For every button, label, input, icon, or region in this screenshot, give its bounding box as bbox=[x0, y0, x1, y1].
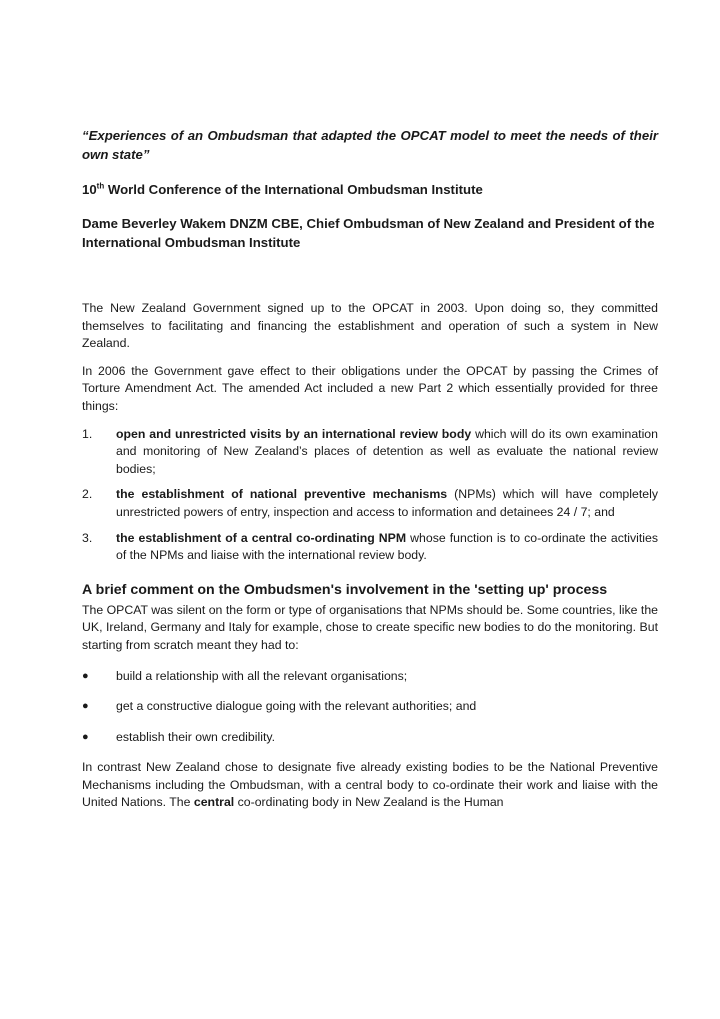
paragraph-bold-word: central bbox=[193, 795, 235, 810]
paragraph-text-after: co-ordinating body in New Zealand is the Human bbox=[234, 795, 504, 810]
list-item-text bbox=[116, 486, 658, 521]
list-item-rest: (NPMs) which will have completely unrestricted powers of entry, inspection and access to information and detainees 24 / 7; and bbox=[116, 487, 658, 519]
bullet-text: establish their own credibility. bbox=[116, 729, 276, 744]
list-number: 1. bbox=[82, 426, 93, 441]
author-line: Dame Beverley Wakem DNZM CBE, Chief Ombudsman of New Zealand and President of the International Ombudsman Institute bbox=[82, 216, 655, 250]
section-heading: A brief comment on the Ombudsmen's involvement in the 'setting up' process bbox=[82, 581, 608, 598]
list-number: 3. bbox=[82, 530, 93, 545]
paragraph-text-before: In contrast New Zealand chose to designate five already existing bodies to be the National Preventive Mechanisms including the Ombudsman, with a central body to co-ordinate their work and liaise with the United Nations. The bbox=[82, 760, 658, 810]
list-item-rest: whose function is to co-ordinate the activities of the NPMs and liaise with the international review body. bbox=[116, 530, 659, 563]
bullet-icon: ● bbox=[82, 730, 89, 743]
conference-superscript: th bbox=[96, 181, 105, 191]
list-item-bold: the establishment of a central co-ordinating NPM bbox=[116, 530, 407, 545]
bullet-icon: ● bbox=[82, 669, 89, 682]
numbered-list-item bbox=[82, 426, 658, 479]
document-title: “Experiences of an Ombudsman that adapted the OPCAT model to meet the needs of their own state” bbox=[82, 128, 658, 162]
list-item-rest: which will do its own examination and monitoring of New Zealand’s places of detention as well as evaluate the national review bodies; bbox=[116, 426, 658, 476]
bullet-icon: ● bbox=[82, 700, 89, 713]
list-item-bold: open and unrestricted visits by an international review body bbox=[116, 426, 472, 441]
bullet-list-item bbox=[82, 729, 658, 747]
paragraph-amendment: In 2006 the Government gave effect to their obligations under the OPCAT by passing the Crimes of Torture Amendment Act. The amended Act included a new Part 2 which essentially provided for three things: bbox=[82, 363, 658, 413]
bullet-text: build a relationship with all the relevant organisations; bbox=[116, 668, 408, 683]
list-item-text bbox=[116, 530, 658, 565]
paragraph-new-zealand-contrast bbox=[82, 759, 658, 812]
numbered-list-item bbox=[82, 530, 658, 565]
conference-number: 10 bbox=[82, 182, 97, 197]
list-number: 2. bbox=[82, 487, 93, 502]
conference-text: World Conference of the International Ombudsman Institute bbox=[104, 182, 483, 197]
paragraph-signing: The New Zealand Government signed up to the OPCAT in 2003. Upon doing so, they committed themselves to facilitating and financing the establishment and operation of such a system in New Zealand. bbox=[82, 301, 658, 351]
numbered-list-item bbox=[82, 486, 658, 521]
document-page bbox=[82, 126, 658, 812]
bullet-text: get a constructive dialogue going with the relevant authorities; and bbox=[116, 699, 477, 714]
bullet-list-item bbox=[82, 668, 658, 686]
list-item-bold: the establishment of national preventive mechanisms bbox=[116, 487, 448, 502]
list-item-text bbox=[116, 426, 658, 479]
conference-heading bbox=[82, 180, 658, 199]
bullet-list-item bbox=[82, 698, 658, 716]
paragraph-opcat-silent: The OPCAT was silent on the form or type of organisations that NPMs should be. Some countries, like the UK, Ireland, Germany and Italy for example, chose to create specific new bodies to do the monitoring. But starting from scratch meant they had to: bbox=[82, 602, 658, 652]
bullet-list bbox=[82, 668, 658, 747]
numbered-list bbox=[82, 426, 658, 565]
